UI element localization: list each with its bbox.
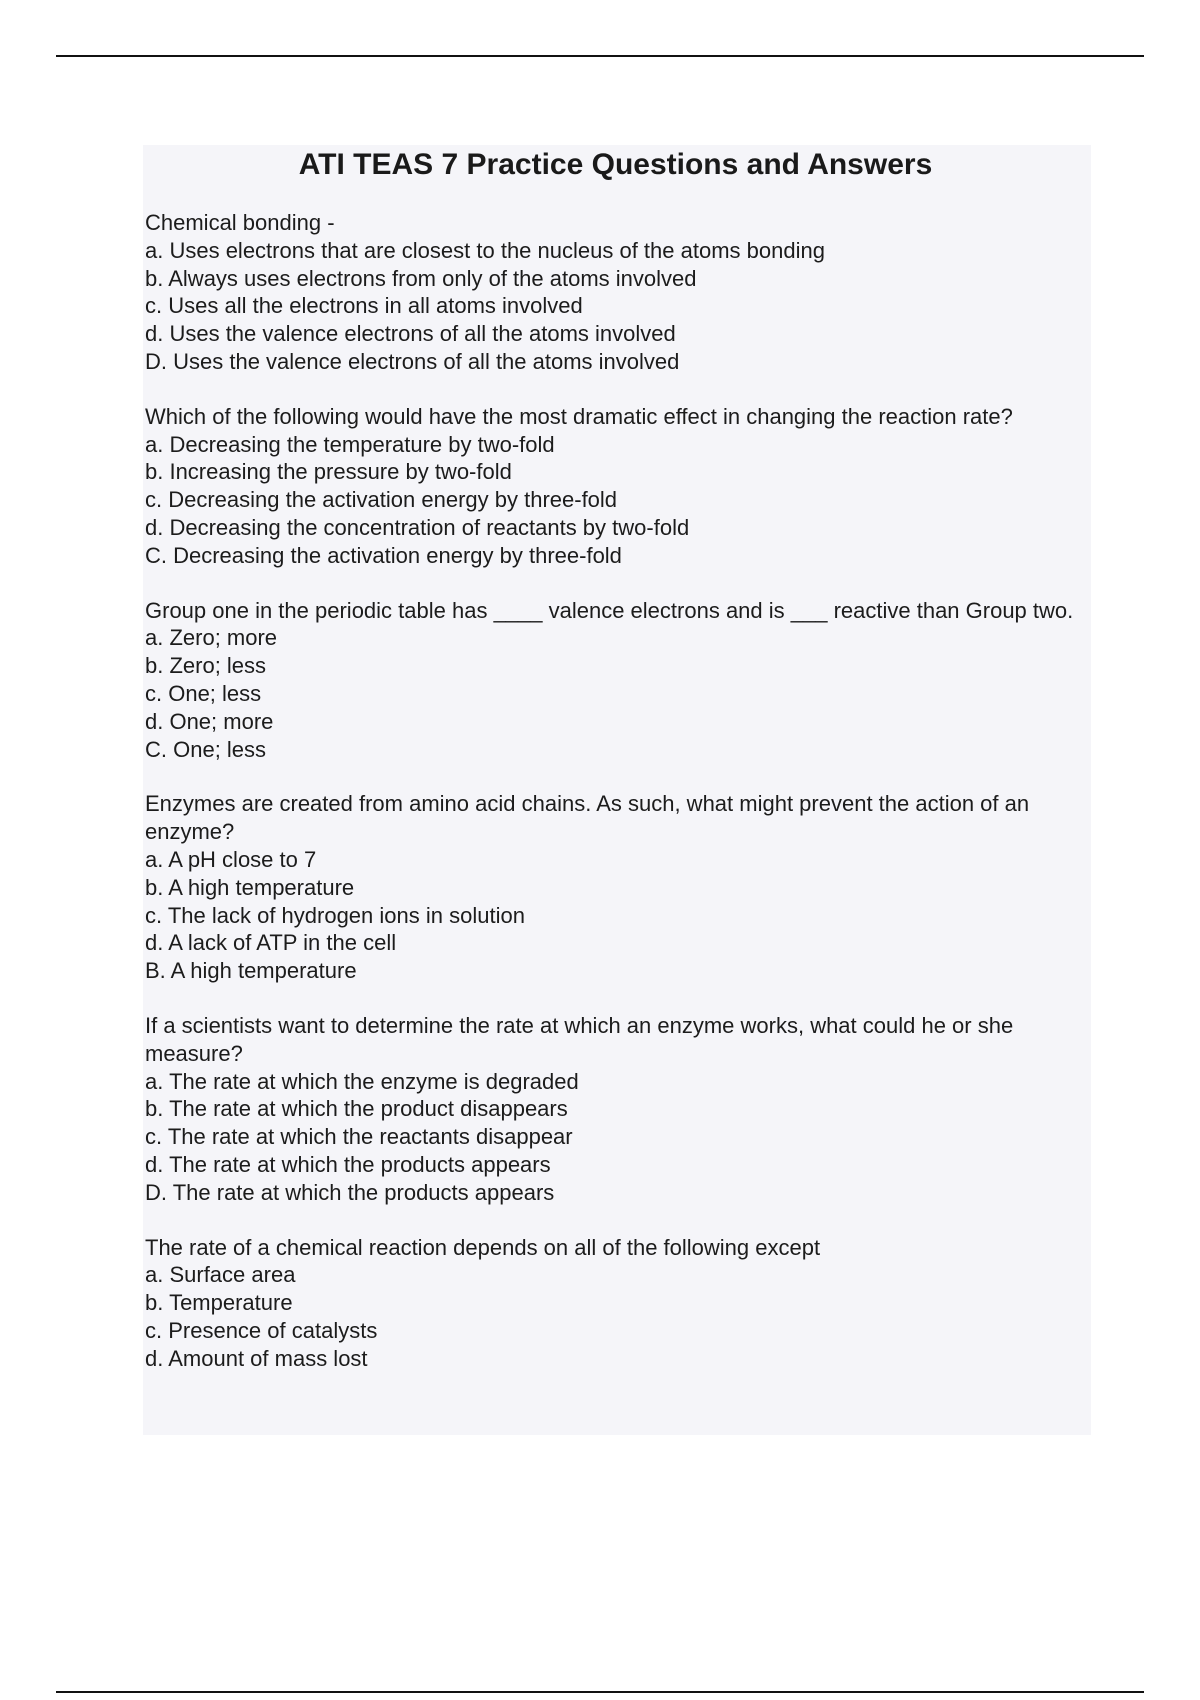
answer-option: c. Decreasing the activation energy by three-fold — [145, 487, 618, 513]
correct-answer: C. Decreasing the activation energy by three-fold — [145, 542, 622, 568]
answer-option: a. A pH close to 7 — [145, 846, 317, 872]
question-prompt: Which of the following would have the most dramatic effect in changing the reaction rate? — [145, 403, 1013, 429]
answer-option: b. Increasing the pressure by two-fold — [145, 459, 512, 485]
answer-option: c. One; less — [145, 680, 262, 706]
answer-option: d. Amount of mass lost — [145, 1345, 368, 1371]
answer-option: c. Presence of catalysts — [145, 1317, 378, 1343]
question-5 — [145, 1012, 1086, 1207]
answer-option: a. Decreasing the temperature by two-fold — [145, 431, 555, 457]
correct-answer: D. Uses the valence electrons of all the atoms involved — [145, 348, 680, 374]
answer-option: a. Surface area — [145, 1262, 296, 1288]
correct-answer: D. The rate at which the products appears — [145, 1179, 555, 1205]
answer-option: c. The rate at which the reactants disappear — [145, 1124, 573, 1150]
correct-answer: B. A high temperature — [145, 958, 357, 984]
question-3 — [145, 597, 1086, 764]
header-rule — [56, 55, 1144, 57]
question-2 — [145, 403, 1086, 570]
answer-option: a. Zero; more — [145, 625, 278, 651]
question-prompt: Group one in the periodic table has ____ valence electrons and is ___ reactive than Group two. — [145, 597, 1074, 623]
answer-option: d. Decreasing the concentration of reactants by two-fold — [145, 514, 690, 540]
answer-option: b. The rate at which the product disappears — [145, 1096, 568, 1122]
answer-option: a. Uses electrons that are closest to the nucleus of the atoms bonding — [145, 237, 825, 263]
question-prompt: The rate of a chemical reaction depends on all of the following except — [145, 1234, 821, 1260]
question-prompt: Chemical bonding - — [145, 210, 335, 235]
answer-option: c. Uses all the electrons in all atoms involved — [145, 293, 583, 319]
question-prompt: Enzymes are created from amino acid chains. As such, what might prevent the action of an enzyme? — [145, 791, 1030, 845]
answer-option: a. The rate at which the enzyme is degraded — [145, 1068, 579, 1094]
answer-option: d. A lack of ATP in the cell — [145, 930, 397, 956]
answer-option: c. The lack of hydrogen ions in solution — [145, 902, 525, 928]
answer-option: d. One; more — [145, 708, 274, 734]
answer-option: b. A high temperature — [145, 874, 355, 900]
question-6 — [145, 1234, 1086, 1373]
footer-rule — [56, 1691, 1144, 1693]
correct-answer: C. One; less — [145, 736, 267, 762]
document-title: ATI TEAS 7 Practice Questions and Answers — [298, 148, 933, 181]
answer-option: b. Temperature — [145, 1290, 293, 1316]
question-prompt: If a scientists want to determine the rate at which an enzyme works, what could he or she measure? — [145, 1012, 1014, 1066]
document-page — [143, 145, 1091, 1435]
answer-option: d. Uses the valence electrons of all the atoms involved — [145, 321, 676, 347]
answer-option: b. Always uses electrons from only of the atoms involved — [145, 265, 697, 291]
question-1 — [145, 209, 1086, 376]
answer-option: d. The rate at which the products appears — [145, 1151, 551, 1177]
answer-option: b. Zero; less — [145, 653, 267, 679]
question-4 — [145, 790, 1086, 985]
